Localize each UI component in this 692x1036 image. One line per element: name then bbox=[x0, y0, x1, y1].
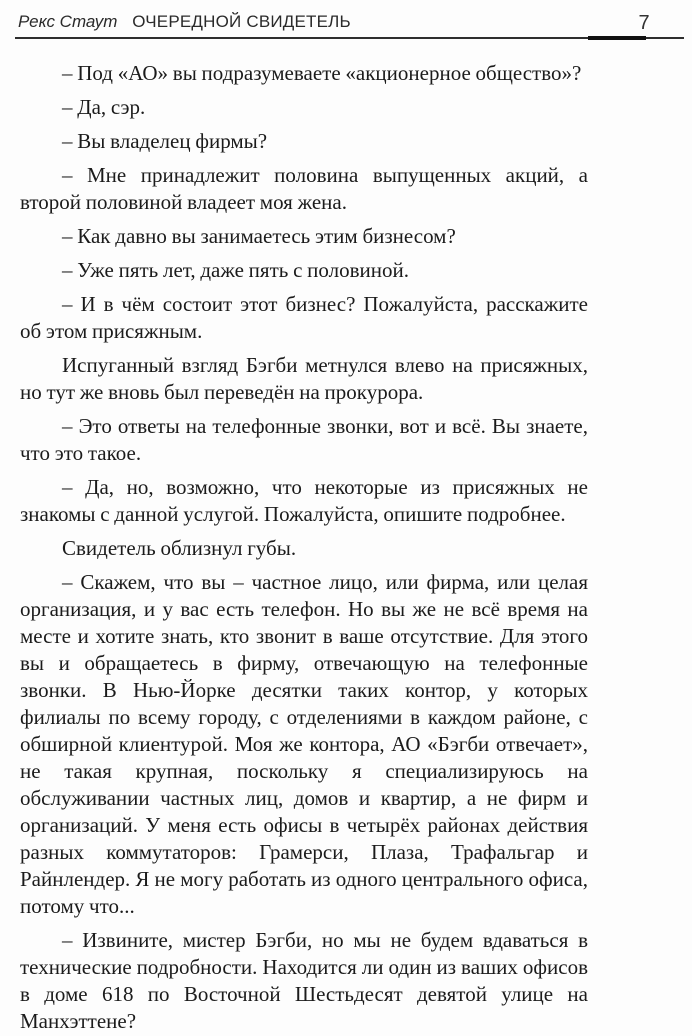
page-number: 7 bbox=[638, 12, 650, 34]
author-name: Рекс Стаут bbox=[18, 12, 118, 31]
paragraph: Испуганный взгляд Бэгби метнулся влево на присяжных, но тут же вновь был переведён на прокурора. bbox=[20, 353, 588, 404]
header-rule bbox=[15, 37, 684, 39]
paragraph: – Уже пять лет, даже пять с половиной. bbox=[62, 258, 409, 282]
paragraph: – Это ответы на телефонные звонки, вот и всё. Вы знаете, что это такое. bbox=[20, 414, 588, 465]
running-header bbox=[18, 12, 684, 36]
page-text bbox=[20, 60, 588, 1035]
paragraph: – Извините, мистер Бэгби, но мы не будем вдаваться в технические подробности. Находится ли один из ваших офисов в доме 618 по Восточной Шестьдесят девятой улице на Манхэттене? bbox=[20, 928, 588, 1033]
paragraph: – Мне принадлежит половина выпущенных акций, а второй половиной владеет моя жена. bbox=[20, 163, 588, 214]
paragraph: Свидетель облизнул губы. bbox=[62, 536, 297, 560]
paragraph: – Да, сэр. bbox=[62, 95, 146, 119]
book-title: ОЧЕРЕДНОЙ СВИДЕТЕЛЬ bbox=[132, 12, 351, 31]
paragraph: – Под «АО» вы подразумеваете «акционерное общество»? bbox=[62, 61, 582, 85]
paragraph: – Да, но, возможно, что некоторые из присяжных не знакомы с данной услугой. Пожалуйста, опишите подробнее. bbox=[20, 475, 588, 526]
paragraph: – Как давно вы занимаетесь этим бизнесом? bbox=[62, 224, 456, 248]
paragraph: – Вы владелец фирмы? bbox=[62, 129, 268, 153]
paragraph: – И в чём состоит этот бизнес? Пожалуйста, расскажите об этом присяжным. bbox=[20, 292, 588, 343]
paragraph: – Скажем, что вы – частное лицо, или фирма, или целая организация, и у вас есть телефон. Но вы же не всё время на месте и хотите знать, кто звонит в ваше отсутствие. Для этого вы и обращаетесь в фирму, отвечающую на телефонные звонки. В Нью-Йорке десятки таких контор, у которых филиалы по всему городу, с отделениями в каждом районе, с обширной клиентурой. Моя же контора, АО «Бэгби отвечает», не такая крупная, поскольку я специализируюсь на обслуживании частных лиц, домов и квартир, а не фирм и организаций. У меня есть офисы в четырёх районах действия разных коммутаторов: Грамерси, Плаза, Трафальгар и Райнлендер. Я не могу работать из одного центрального офиса, потому что... bbox=[20, 570, 588, 918]
header-rule-accent bbox=[588, 36, 646, 40]
